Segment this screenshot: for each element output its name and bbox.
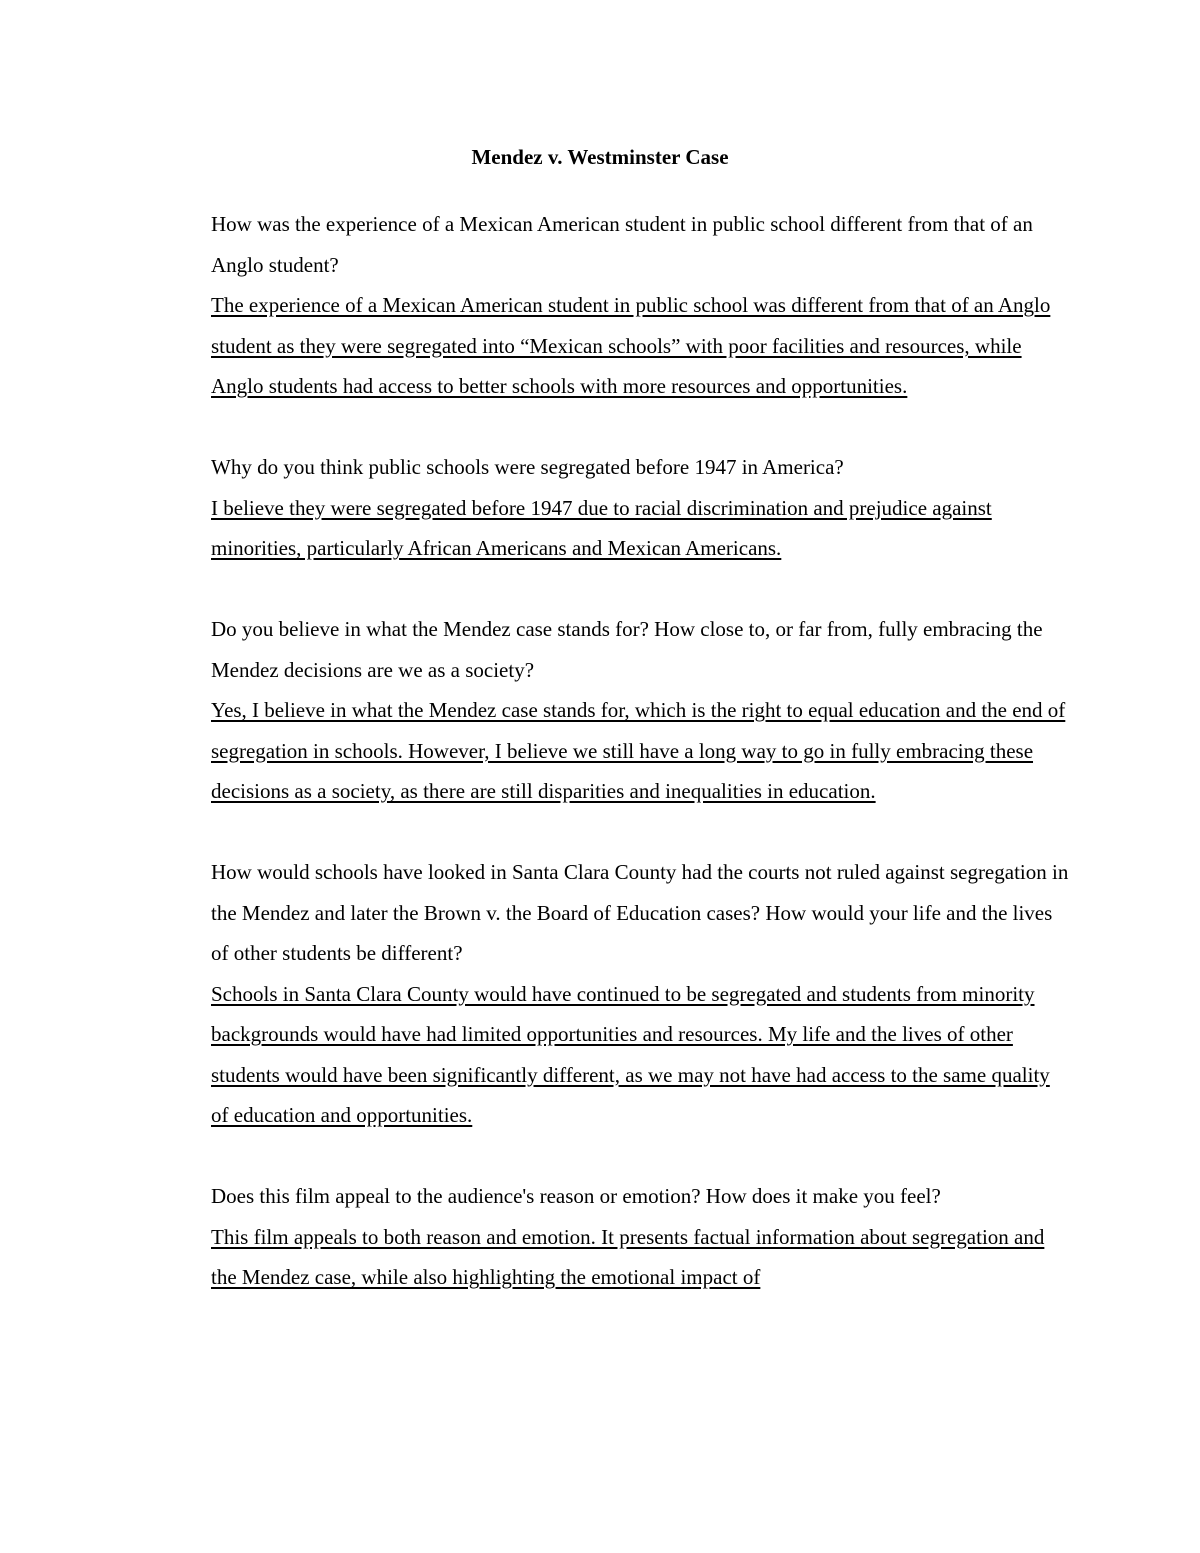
qa-block	[211, 852, 1071, 1136]
answer-text: Yes, I believe in what the Mendez case stands for, which is the right to equal education and the end of segregation in schools. However, I believe we still have a long way to go in fully embracing these decisions as a society, as there are still disparities and inequalities in education.	[211, 698, 1066, 803]
answer-text: Schools in Santa Clara County would have continued to be segregated and students from minority backgrounds would have had limited opportunities and resources. My life and the lives of other students would have been significantly different, as we may not have had access to the same quality of education and opportunities.	[211, 981, 1050, 1127]
qa-block	[211, 1176, 1071, 1298]
qa-block	[211, 609, 1071, 812]
question-text: Do you believe in what the Mendez case stands for? How close to, or far from, fully embracing the Mendez decisions are we as a society?	[211, 617, 1043, 682]
question-text: How would schools have looked in Santa Clara County had the courts not ruled against segregation in the Mendez and later the Brown v. the Board of Education cases? How would your life and the lives of other students be different?	[211, 860, 1069, 965]
document-title: Mendez v. Westminster Case	[471, 145, 729, 169]
question-text: Does this film appeal to the audience's reason or emotion? How does it make you feel?	[211, 1184, 941, 1208]
question-text: How was the experience of a Mexican American student in public school different from that of an Anglo student?	[211, 212, 1033, 277]
qa-block	[211, 447, 1071, 569]
qa-block	[211, 204, 1071, 407]
answer-text: I believe they were segregated before 1947 due to racial discrimination and prejudice against minorities, particularly African Americans and Mexican Americans.	[211, 495, 992, 560]
answer-text: The experience of a Mexican American student in public school was different from that of an Anglo student as they were segregated into “Mexican schools” with poor facilities and resources, while Anglo students had access to better schools with more resources and opportunities.	[211, 293, 1051, 398]
question-text: Why do you think public schools were segregated before 1947 in America?	[211, 455, 844, 479]
answer-text: This film appeals to both reason and emotion. It presents factual information about segregation and the Mendez case, while also highlighting the emotional impact of	[211, 1224, 1045, 1289]
document-body	[211, 204, 1071, 1338]
